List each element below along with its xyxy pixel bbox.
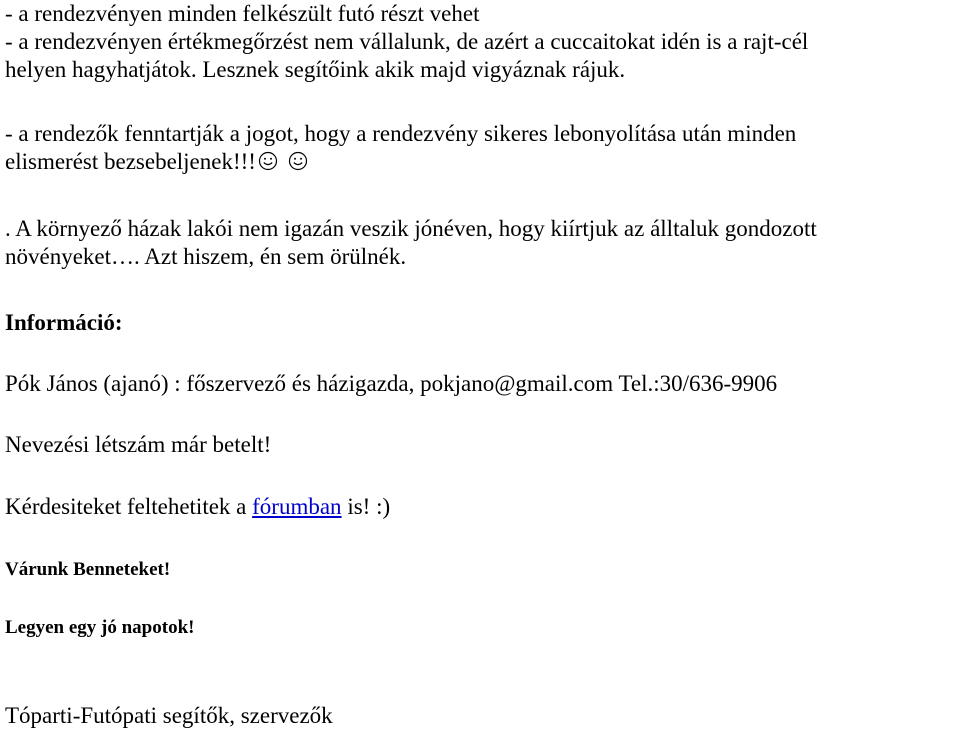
bullet-rights-line2 [5,148,316,176]
neighbors-line2: növényeket…. Azt hiszem, én sem örülnék. [5,244,407,269]
closing-day: Legyen egy jó napotok! [5,617,195,638]
signature: Tóparti-Futópati segítők, szervezők [5,703,333,728]
bullet-rights-line1: - a rendezők fenntartják a jogot, hogy a rendezvény sikeres lebonyolítása után minden [5,121,797,146]
questions-line [5,493,390,521]
questions-prefix: Kérdesiteket feltehetitek a [5,494,253,519]
closing-wait: Várunk Benneteket! [5,559,171,580]
registration-full: Nevezési létszám már betelt! [5,432,272,457]
neighbors-line1: . A környező házak lakói nem igazán veszik jónéven, hogy kiírtjuk az álltaluk gondozott [5,216,817,241]
rights-text: elismerést bezsebeljenek!!! [5,149,256,174]
smiley-icon [258,151,278,171]
info-heading: Információ: [5,310,123,335]
questions-suffix: is! :) [341,494,391,519]
bullet-open-to-all: - a rendezvényen minden felkészült futó részt vehet [5,1,480,26]
bullet-storage-line2: helyen hagyhatjátok. Lesznek segítőink akik majd vigyáznak rájuk. [5,57,626,82]
smiley-icon [288,151,308,171]
contact-line: Pók János (ajanó) : főszervező és házigazda, pokjano@gmail.com Tel.:30/636-9906 [5,371,778,396]
forum-link[interactable]: fórumban [252,494,342,519]
bullet-storage-line1: - a rendezvényen értékmegőrzést nem vállalunk, de azért a cuccaitokat idén is a rajt-cél [5,29,809,54]
